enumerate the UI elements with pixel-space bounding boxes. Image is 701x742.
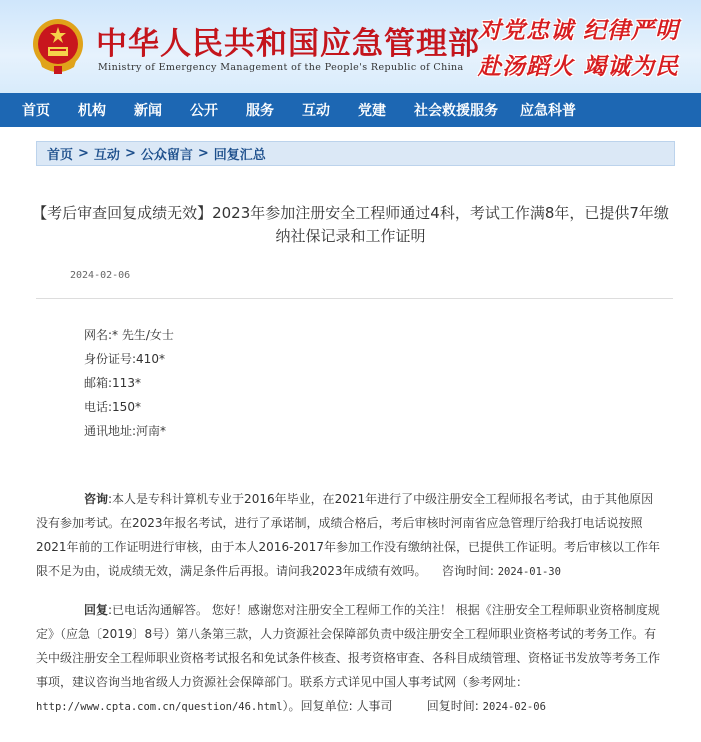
breadcrumb (36, 141, 675, 166)
info-address: 通讯地址:河南* (84, 424, 167, 438)
info-email: 邮箱:113* (84, 376, 141, 390)
breadcrumb-home[interactable]: 首页 (47, 148, 74, 163)
reply-unit-label: 回复单位: (300, 699, 353, 713)
article-title: 【考后审查回复成绩无效】2023年参加注册安全工程师通过4科，考试工作满8年，已提供7年缴纳社保记录和工作证明 (32, 204, 669, 245)
consult-time: 2024-01-30 (497, 566, 561, 578)
reply-time-label: 回复时间: (426, 699, 479, 713)
nav-item-party[interactable]: 党建 (358, 103, 386, 119)
nav-item-home[interactable]: 首页 (22, 103, 50, 119)
reply-label: 回复 (84, 603, 109, 617)
site-header (0, 0, 701, 93)
national-emblem-icon (30, 17, 86, 75)
reply-paragraph (36, 598, 665, 719)
breadcrumb-reply-summary[interactable]: 回复汇总 (213, 148, 266, 163)
reply-unit: 人事司 (356, 699, 393, 713)
reply-url-tail: ）。 (282, 699, 301, 713)
nav-item-news[interactable]: 新闻 (134, 103, 162, 119)
nav-item-rescue-service[interactable]: 社会救援服务 (414, 103, 498, 119)
breadcrumb-separator: > (78, 146, 89, 161)
consult-label: 咨询 (84, 492, 109, 506)
nav-item-service[interactable]: 服务 (246, 103, 274, 119)
breadcrumb-separator: > (124, 146, 136, 161)
divider (36, 298, 673, 299)
article-date: 2024-02-06 (70, 270, 131, 281)
consult-time-label: 咨询时间: (441, 564, 494, 578)
slogan-line-2: 赴汤蹈火 竭诚为民 (477, 53, 679, 80)
nav-item-interaction[interactable]: 互动 (302, 103, 330, 119)
breadcrumb-separator: > (197, 146, 209, 161)
info-phone: 电话:150* (84, 400, 141, 414)
reply-url: http://www.cpta.com.cn/question/46.html (36, 701, 283, 713)
info-name: 网名:* 先生/女士 (84, 328, 174, 342)
nav-item-science[interactable]: 应急科普 (520, 103, 576, 119)
nav-item-public[interactable]: 公开 (190, 103, 218, 119)
breadcrumb-interaction[interactable]: 互动 (93, 148, 120, 163)
slogan-line-1: 对党忠诚 纪律严明 (477, 17, 679, 44)
info-id-number: 身份证号:410* (84, 352, 165, 366)
nav-item-organization[interactable]: 机构 (78, 103, 106, 119)
site-title: 中华人民共和国应急管理部 (96, 26, 480, 62)
site-title-english: Ministry of Emergency Management of the People's Republic of China (98, 62, 464, 73)
main-nav (0, 93, 701, 127)
message-info (84, 323, 701, 443)
consult-paragraph (36, 487, 665, 584)
reply-time: 2024-02-06 (482, 701, 546, 713)
consult-text: :本人是专科计算机专业于2016年毕业，在2021年进行了中级注册安全工程师报名考试，由于其他原因没有参加考试。在2023年报名考试，进行了承诺制，成绩合格后，考后审核时河南省应急管理厅给我打电话说按照2021年前的工作证明进行审核，由于本人2016-2017年参加工作没有缴纳社保，已提供工作证明。考后审核以工作年限不足为由，说成绩无效，满足条件后再报。请问我2023年成绩有效吗。 (36, 492, 660, 578)
breadcrumb-public-message[interactable]: 公众留言 (140, 148, 193, 163)
reply-text: :已电话沟通解答。 您好！感谢您对注册安全工程师工作的关注！ 根据《注册安全工程师职业资格制度规定》（应急〔2019〕8号）第八条第三款，人力资源社会保障部负责中级注册安全工程师职业资格考试的考务工作。有关中级注册安全工程师职业资格考试报名和免试条件核查、报考资格审查、各科目成绩管理、资格证书发放等考务工作事项，建议咨询当地省级人力资源社会保障部门。联系方式详见中国人事考试网（参考网址： (36, 603, 661, 689)
